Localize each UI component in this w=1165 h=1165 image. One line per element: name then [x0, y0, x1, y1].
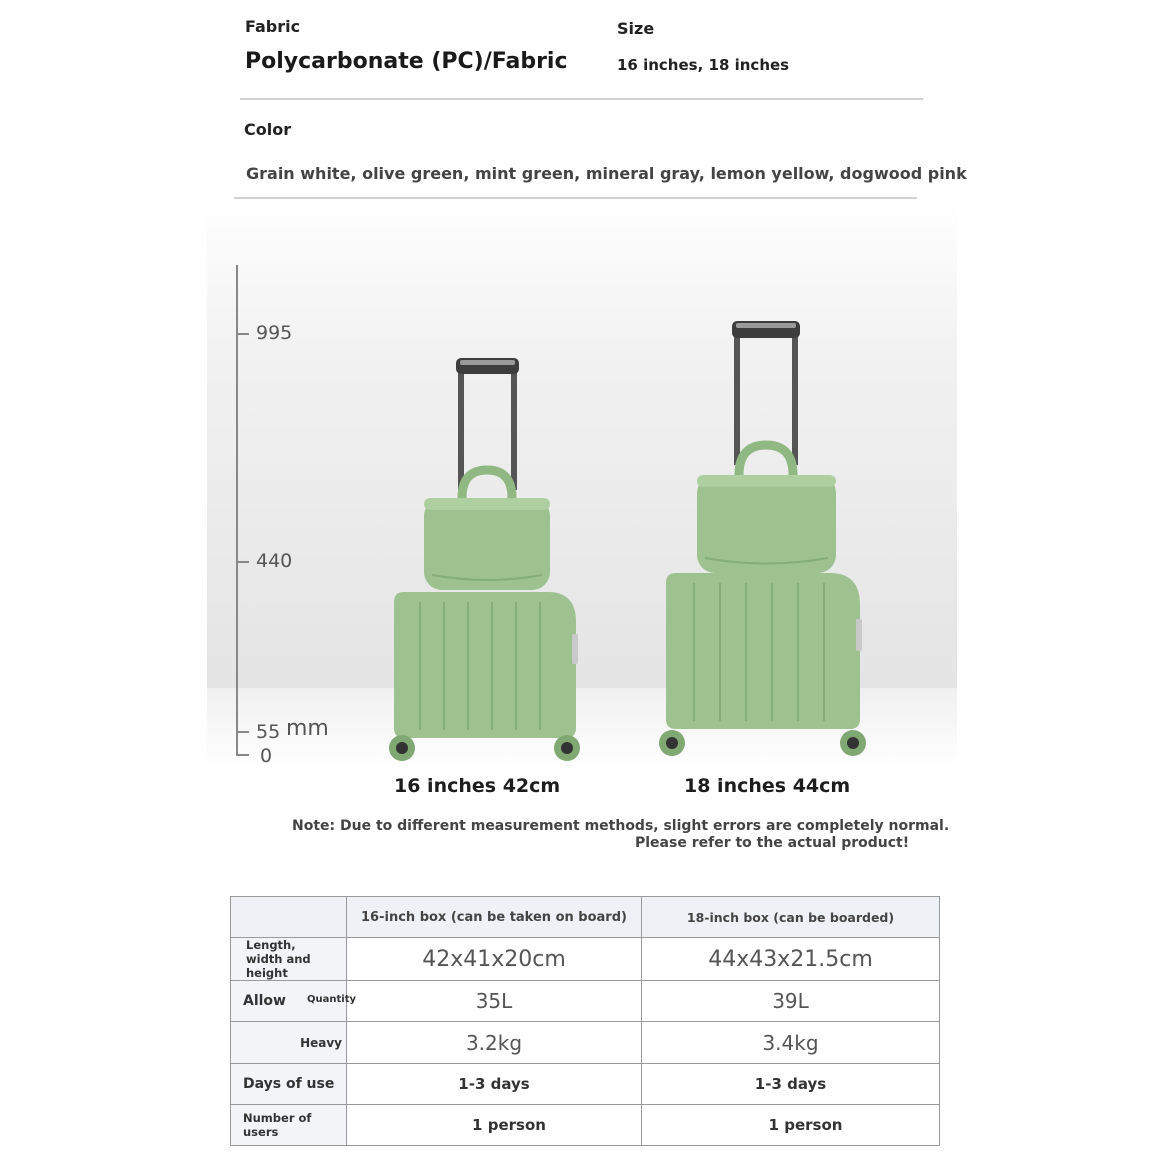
cell-16-weight: 3.2kg: [347, 1022, 642, 1064]
measurement-note-2: Please refer to the actual product!: [635, 835, 910, 851]
divider: [234, 197, 917, 199]
cell-18-days: 1-3 days: [642, 1064, 940, 1105]
table-row: [231, 1064, 940, 1105]
row-sublabel-quantity: Quantity: [307, 994, 356, 1005]
height-ruler: [236, 265, 238, 756]
cell-18-users: 1 person: [642, 1105, 940, 1146]
spec-table: [230, 896, 940, 1146]
row-label-allow: [231, 981, 356, 1022]
cell-18-dimensions: 44x43x21.5cm: [642, 938, 940, 981]
table-row: [231, 938, 940, 981]
fabric-value: Polycarbonate (PC)/Fabric: [245, 49, 568, 74]
row-label-allow-text: Allow: [243, 993, 286, 1009]
measurement-note: Note: Due to different measurement methods, slight errors are completely normal.: [292, 818, 950, 834]
ruler-tick: [237, 333, 249, 335]
row-label-days: Days of use: [231, 1064, 347, 1105]
cell-18-capacity: 39L: [642, 981, 940, 1022]
size-label: Size: [617, 19, 655, 38]
ruler-label-995: 995: [256, 322, 293, 344]
header-18-inch: 18-inch box (can be boarded): [642, 897, 940, 938]
color-value: Grain white, olive green, mint green, mineral gray, lemon yellow, dogwood pink: [246, 164, 967, 183]
luggage-set-16-image: [380, 350, 590, 770]
ruler-unit: mm: [286, 716, 329, 741]
cell-18-weight: 3.4kg: [642, 1022, 940, 1064]
ruler-tick: [237, 561, 249, 563]
row-label-users: Number of users: [231, 1105, 347, 1146]
luggage-set-18-image: [650, 315, 875, 770]
caption-16-inch: 16 inches 42cm: [394, 775, 561, 797]
size-value: 16 inches, 18 inches: [617, 56, 790, 74]
table-row: [231, 981, 940, 1022]
divider: [240, 98, 923, 100]
ruler-label-55: 55: [256, 721, 281, 743]
ruler-tick: [237, 754, 249, 756]
caption-18-inch: 18 inches 44cm: [684, 775, 851, 797]
color-label: Color: [244, 120, 292, 139]
table-header-row: [231, 897, 940, 938]
ruler-label-0: 0: [260, 745, 273, 767]
cell-16-dimensions: 42x41x20cm: [347, 938, 642, 981]
ruler-tick: [237, 731, 249, 733]
header-16-inch: 16-inch box (can be taken on board): [347, 897, 642, 938]
fabric-label: Fabric: [245, 17, 301, 36]
table-row: [231, 1105, 940, 1146]
ruler-label-440: 440: [256, 550, 293, 572]
row-label-heavy: Heavy: [231, 1022, 347, 1064]
cell-16-capacity: 35L: [347, 981, 642, 1022]
cell-16-users: 1 person: [347, 1105, 642, 1146]
row-label-dimensions: [231, 938, 347, 981]
row-label-dimensions-text: Length, width and height: [246, 938, 311, 980]
cell-16-days: 1-3 days: [347, 1064, 642, 1105]
table-corner-cell: [231, 897, 347, 938]
table-row: [231, 1022, 940, 1064]
